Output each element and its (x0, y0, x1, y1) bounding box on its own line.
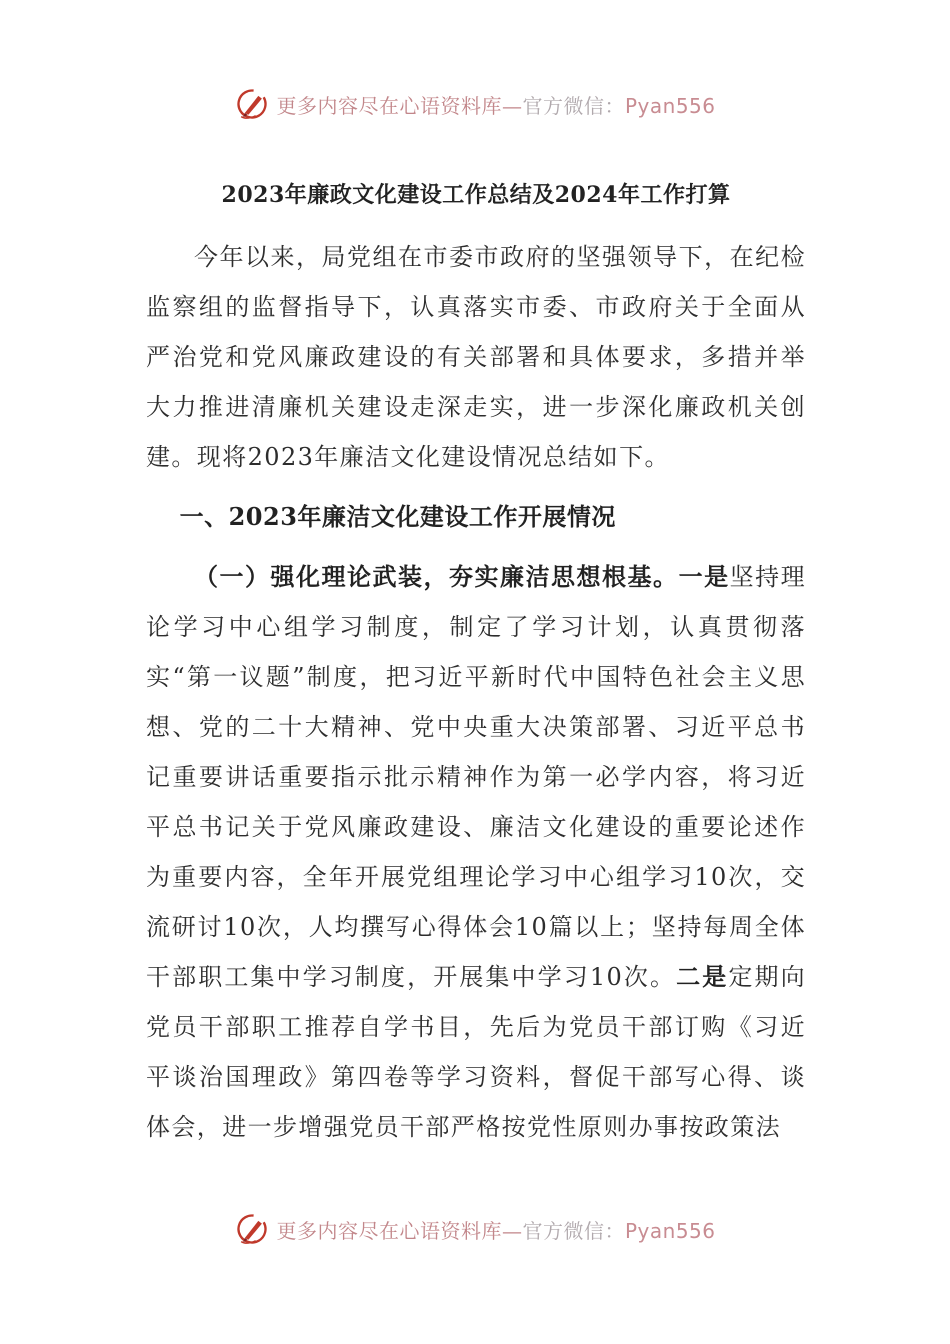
point-marker: 二是 (676, 962, 729, 991)
section-heading: 一、2023年廉洁文化建设工作开展情况 (179, 502, 616, 531)
point-marker: 一是 (678, 562, 730, 591)
subsection-paragraph (146, 552, 806, 1152)
banner-text: 更多内容尽在心语资料库—官方微信：Pyan556 (276, 93, 716, 118)
header-banner (0, 82, 950, 126)
pen-circle-logo-icon (234, 1211, 270, 1247)
subsection-heading: （一）强化理论武装，夯实廉洁思想根基。 (194, 562, 679, 591)
document-title: 2023年廉政文化建设工作总结及2024年工作打算 (221, 182, 731, 208)
pen-circle-logo-icon (234, 86, 270, 122)
intro-paragraph: 今年以来，局党组在市委市政府的坚强领导下，在纪检监察组的监督指导下，认真落实市委、市政府关于全面从严治党和党风廉政建设的有关部署和具体要求，多措并举大力推进清廉机关建设走深走实，进一步深化廉政机关创建。现将2023年廉洁文化建设情况总结如下。 (146, 243, 806, 471)
document-body (146, 170, 806, 1152)
point-text: 坚持理论学习中心组学习制度，制定了学习计划，认真贯彻落实“第一议题”制度，把习近平新时代中国特色社会主义思想、党的二十大精神、党中央重大决策部署、习近平总书记重要讲话重要指示批示精神作为第一必学内容，将习近平总书记关于党风廉政建设、廉洁文化建设的重要论述作为重要内容，全年开展党组理论学习中心组学习10次，交流研讨10次，人均撰写心得体会10篇以上；坚持每周全体干部职工集中学习制度，开展集中学习10次。 (146, 563, 806, 991)
banner-text: 更多内容尽在心语资料库—官方微信：Pyan556 (276, 1218, 716, 1243)
footer-banner (0, 1207, 950, 1251)
point-text: 定期向党员干部职工推荐自学书目，先后为党员干部订购《习近平谈治国理政》第四卷等学习资料，督促干部写心得、谈体会，进一步增强党员干部严格按党性原则办事按政策法 (146, 963, 807, 1141)
